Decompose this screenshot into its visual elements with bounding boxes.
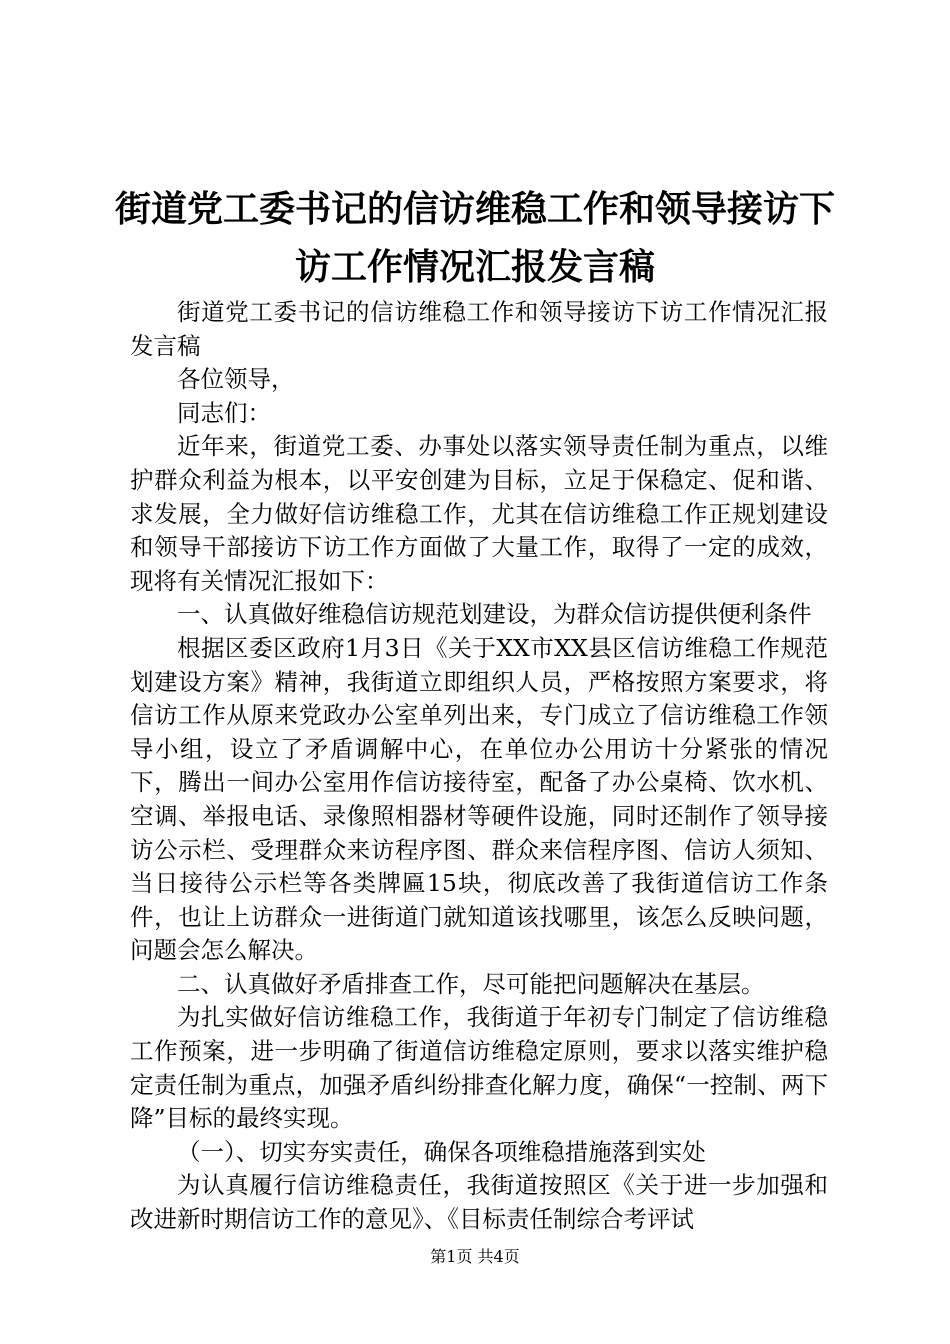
- page-footer: 第1页 共4页: [430, 1247, 520, 1266]
- paragraph: 各位领导，: [177, 365, 295, 394]
- document-title: 街道党工委书记的信访维稳工作和领导接访下访工作情况汇报发言稿: [114, 188, 835, 288]
- subsection-heading: （一）、切实夯实责任，确保各项维稳措施落到实处: [177, 1137, 706, 1166]
- paragraph: 近年来，街道党工委、办事处以落实领导责任制为重点，以维护群众利益为根本，以平安创建为目标，立足于保稳定、促和谐、求发展，全力做好信访维稳工作，尤其在信访维稳工作正规划建设和领导干部接访下访工作方面做了大量工作，取得了一定的成效，现将有关情况汇报如下：: [130, 432, 828, 595]
- document-body: [130, 296, 828, 1237]
- paragraph: 为扎实做好信访维稳工作，我街道于年初专门制定了信访维稳工作预案，进一步明确了街道信访维稳定原则，要求以落实维护稳定责任制为重点，加强矛盾纠纷排查化解力度，确保“一控制、两下降”目标的最终实现。: [130, 1003, 828, 1133]
- paragraph: 根据区委区政府1月3日《关于XX市XX县区信访维稳工作规范划建设方案》精神，我街道立即组织人员，严格按照方案要求，将信访工作从原来党政办公室单列出来，专门成立了信访维稳工作领导小组，设立了矛盾调解中心，在单位办公用访十分紧张的情况下，腾出一间办公室用作信访接待室，配备了办公桌椅、饮水机、空调、举报电话、录像照相器材等硬件设施，同时还制作了领导接访公示栏、受理群众来访程序图、群众来信程序图、信访人须知、当日接待公示栏等各类牌匾15块，彻底改善了我街道信访工作条件，也让上访群众一进街道门就知道该找哪里，该怎么反映问题，问题会怎么解决。: [130, 633, 828, 965]
- paragraph: 同志们：: [177, 398, 271, 427]
- paragraph: 街道党工委书记的信访维稳工作和领导接访下访工作情况汇报发言稿: [130, 298, 828, 360]
- paragraph: 为认真履行信访维稳责任，我街道按照区《关于进一步加强和改进新时期信访工作的意见》、《目标责任制综合考评试: [130, 1171, 828, 1234]
- section-heading: 二、认真做好矛盾排查工作，尽可能把问题解决在基层。: [177, 969, 765, 998]
- section-heading: 一、认真做好维稳信访规范划建设，为群众信访提供便利条件: [177, 600, 812, 629]
